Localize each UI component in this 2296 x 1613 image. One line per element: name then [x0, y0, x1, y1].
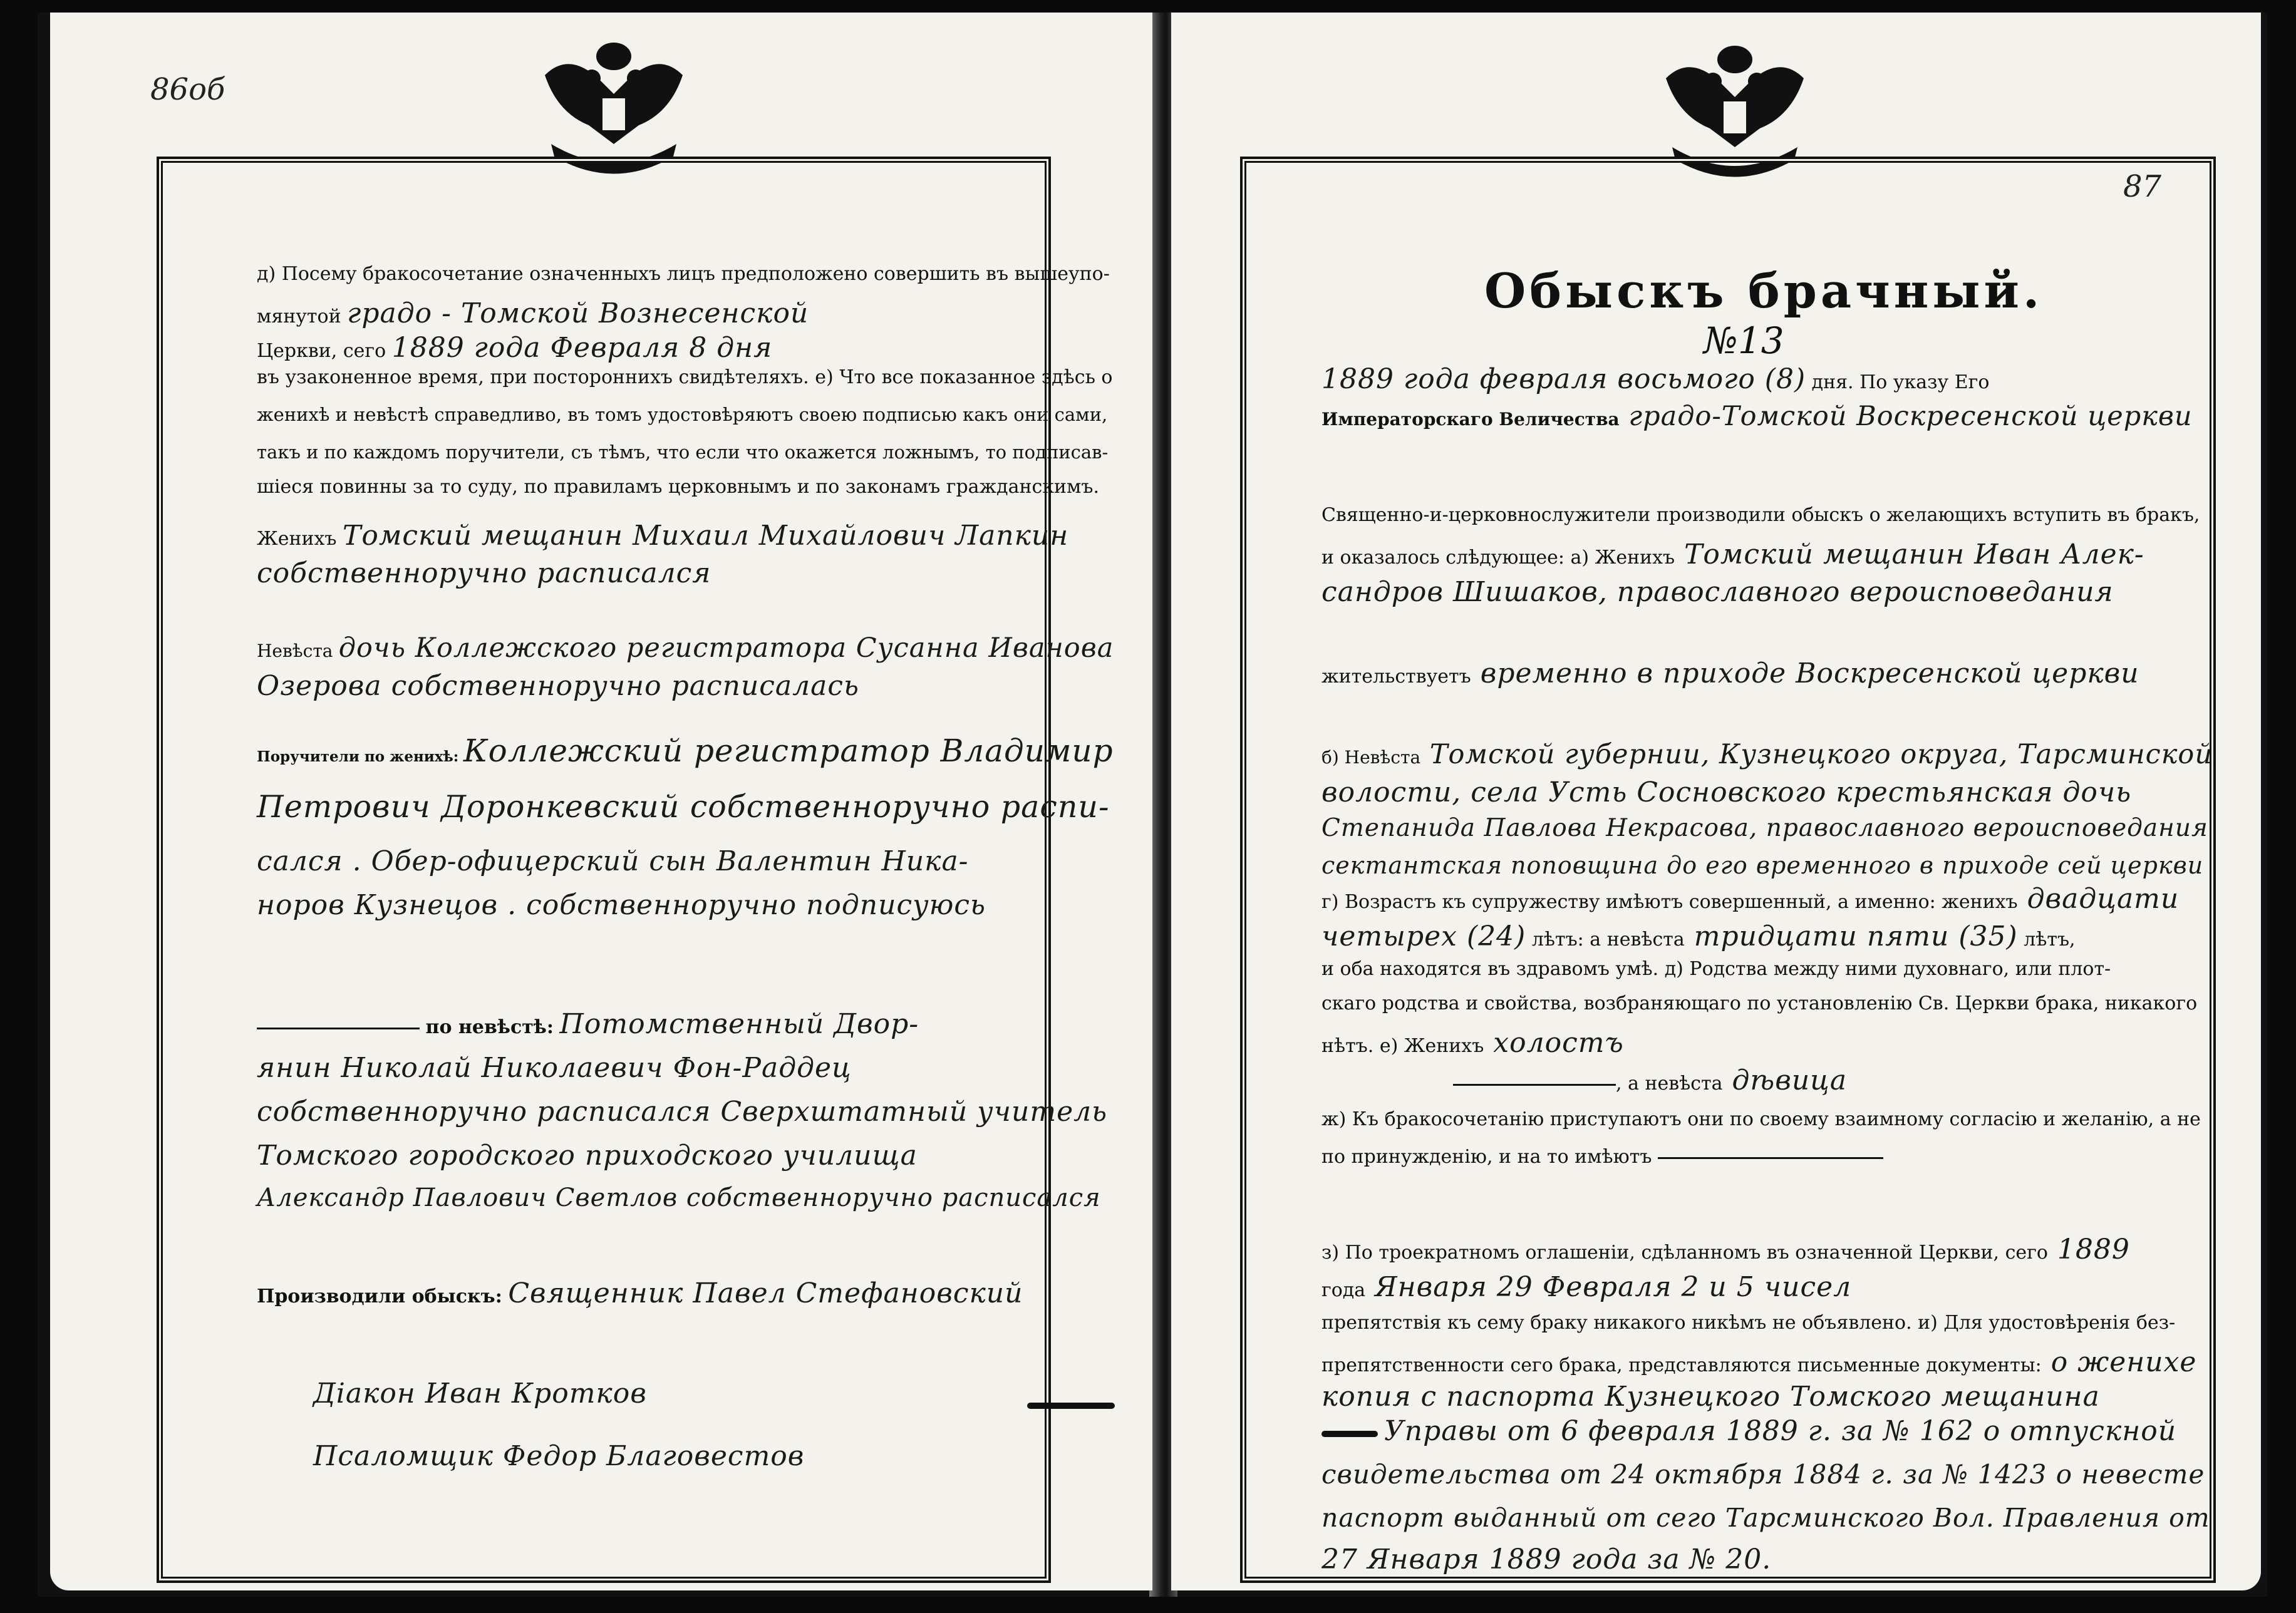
guarantors-bride-entry: по невѣстѣ: Потомственный Двор- [257, 1008, 919, 1040]
right-line-7: б) Невѣста Томской губернии, Кузнецкого округа, Тарсминской [1321, 739, 2213, 770]
right-line-21: препятствiя къ сему браку никакого никѣмъ не объявлено. и) Для удостовѣренiя без- [1321, 1312, 2176, 1334]
bride-entry [257, 632, 1114, 664]
right-line-24: Управы от 6 февраля 1889 г. за № 162 о отпускной [1384, 1415, 2177, 1447]
right-line-4: и оказалось слѣдующее: а) Женихъ Томский мещанин Иван Алек- [1321, 539, 2144, 570]
guarantors-groom-handwriting-4: норов Кузнецов . собственноручно подписуюсь [257, 889, 986, 921]
right-line-10: сектантская поповщина до его временного в приходе сей церкви [1321, 852, 2204, 879]
groom-entry [257, 520, 1068, 552]
right-line-20: года Января 29 Февраля 2 и 5 чисел [1321, 1271, 1852, 1303]
guarantors-bride-handwriting-5: Александр Павлович Светлов собственноручно расписался [257, 1183, 1101, 1212]
right-line-11: г) Возрастъ къ супружеству имѣютъ совершенный, а именно: женихъ двадцати [1321, 883, 2180, 915]
guarantors-groom-handwriting-3: сался . Обер-офицерский сын Валентин Ника- [257, 845, 969, 877]
left-line-6: такъ и по каждомъ поручители, съ тѣмъ, что если что окажется ложнымъ, то подписав- [257, 441, 1109, 463]
right-line-26: паспорт выданный от сего Тарсминского Вол. Правления от [1321, 1503, 2210, 1533]
record-number: №13 [1704, 319, 1784, 362]
right-line-19: з) По троекратномъ оглашенiи, сдѣланномъ въ означенной Церкви, сего 1889 [1321, 1234, 2130, 1265]
left-folio-number: 86об [150, 72, 225, 107]
guarantors-bride-label: по невѣстѣ: [425, 1016, 554, 1038]
deacon-signature: Дiакон Иван Кротков [313, 1378, 647, 1409]
search-entry [257, 1277, 1023, 1309]
right-line-16: , а невѣста дѣвица [1453, 1064, 1847, 1096]
left-line-5: женихѣ и невѣстѣ справедливо, въ томъ удостовѣряютъ своею подписью какъ они сами, [257, 404, 1108, 425]
right-line-12: четырех (24) лѣтъ: а невѣста тридцати пяти (35) лѣтъ, [1321, 920, 2076, 952]
psalmist-signature: Псаломщик Федор Благовестов [313, 1440, 805, 1472]
right-line-5: сандров Шишаков, православного вероисповедания [1321, 576, 2114, 608]
right-line-6: жительствуетъ временно в приходе Воскресенской церкви [1321, 657, 2139, 689]
ink-flourish [1321, 1431, 1378, 1437]
left-line-7: шiеся повинны за то суду, по правиламъ церковнымъ и по законамъ гражданскимъ. [257, 476, 1100, 498]
groom-handwriting-1: Томский мещанин Михаил Михайлович Лапкин [343, 520, 1069, 552]
right-line-27: 27 Января 1889 года за № 20. [1321, 1543, 1772, 1575]
right-line-23: копия с паспорта Кузнецкого Томского мещанина [1321, 1381, 2100, 1413]
right-line-13: и оба находятся въ здравомъ умѣ. д) Родства между ними духовнаго, или плот- [1321, 958, 2111, 980]
right-line-8: волости, села Усть Сосновского крестьянская дочь [1321, 776, 2132, 808]
document-title: Обыскъ брачный. [1484, 263, 2044, 319]
book-spread [38, 13, 2267, 1597]
right-line-3: Священно-и-церковнослужители производили обыскъ о желающихъ вступить въ бракъ, [1321, 504, 2200, 526]
right-line-15: нѣтъ. е) Женихъ холостъ [1321, 1027, 1624, 1059]
right-line-18: по принужденiю, и на то имѣютъ [1321, 1146, 1883, 1168]
bride-label: Невѣста [257, 641, 333, 661]
left-line-4: въ узаконенное время, при постороннихъ свидѣтеляхъ. е) Что все показанное здѣсь о [257, 366, 1113, 388]
search-label: Производили обыскъ: [257, 1286, 502, 1307]
right-line-1: 1889 года февраля восьмого (8) дня. По указу Его [1321, 363, 1990, 395]
right-folio-number: 87 [2123, 169, 2162, 204]
guarantors-groom-entry: Поручители по женихѣ: Коллежский регистратор Владимир [257, 733, 1114, 769]
right-page [1171, 13, 2261, 1590]
right-line-9: Степанида Павлова Некрасова, православного вероисповедания [1321, 814, 2208, 842]
left-line-1: д) Посему бракосочетание означенныхъ лицъ предположено совершить въ вышеупо- [257, 263, 1110, 285]
left-line-2: мянутой градо - Томской Вознесенской [257, 297, 809, 329]
groom-handwriting-2: собственноручно расписался [257, 557, 711, 589]
right-line-2: Императорскаго Величества градо-Томской Воскресенской церкви [1321, 401, 2193, 432]
bride-handwriting-2: Озерова собственноручно расписалась [257, 670, 860, 702]
priest-signature: Священник Павел Стефановский [508, 1277, 1023, 1309]
bride-handwriting-1: дочь Коллежского регистратора Сусанна Иванова [338, 632, 1114, 664]
right-line-17: ж) Къ бракосочетанiю приступаютъ они по своему взаимному согласiю и желанiю, а не [1321, 1108, 2201, 1130]
right-line-25: свидетельства от 24 октября 1884 г. за № 1423 о невесте [1321, 1459, 2205, 1490]
guarantors-bride-handwriting-2: янин Николай Николаевич Фон-Раддец [257, 1052, 852, 1084]
guarantors-groom-label: Поручители по женихѣ: [257, 748, 459, 765]
right-line-14: скаго родства и свойства, возбраняющаго по установленiю Св. Церкви брака, никакого [1321, 992, 2198, 1014]
right-line-22: препятственности сего брака, представляются письменные документы: о женихе [1321, 1346, 2197, 1378]
left-line-3: Церкви, сего 1889 года Февраля 8 дня [257, 332, 773, 364]
ink-flourish [1027, 1403, 1115, 1409]
guarantors-bride-handwriting-4: Томского городского приходского училища [257, 1140, 918, 1172]
left-page [50, 13, 1152, 1590]
guarantors-groom-handwriting-2: Петрович Доронкевский собственноручно распи- [257, 789, 1110, 825]
groom-label: Женихъ [257, 528, 337, 550]
guarantors-bride-handwriting-3: собственноручно расписался Сверхштатный учитель [257, 1096, 1108, 1128]
